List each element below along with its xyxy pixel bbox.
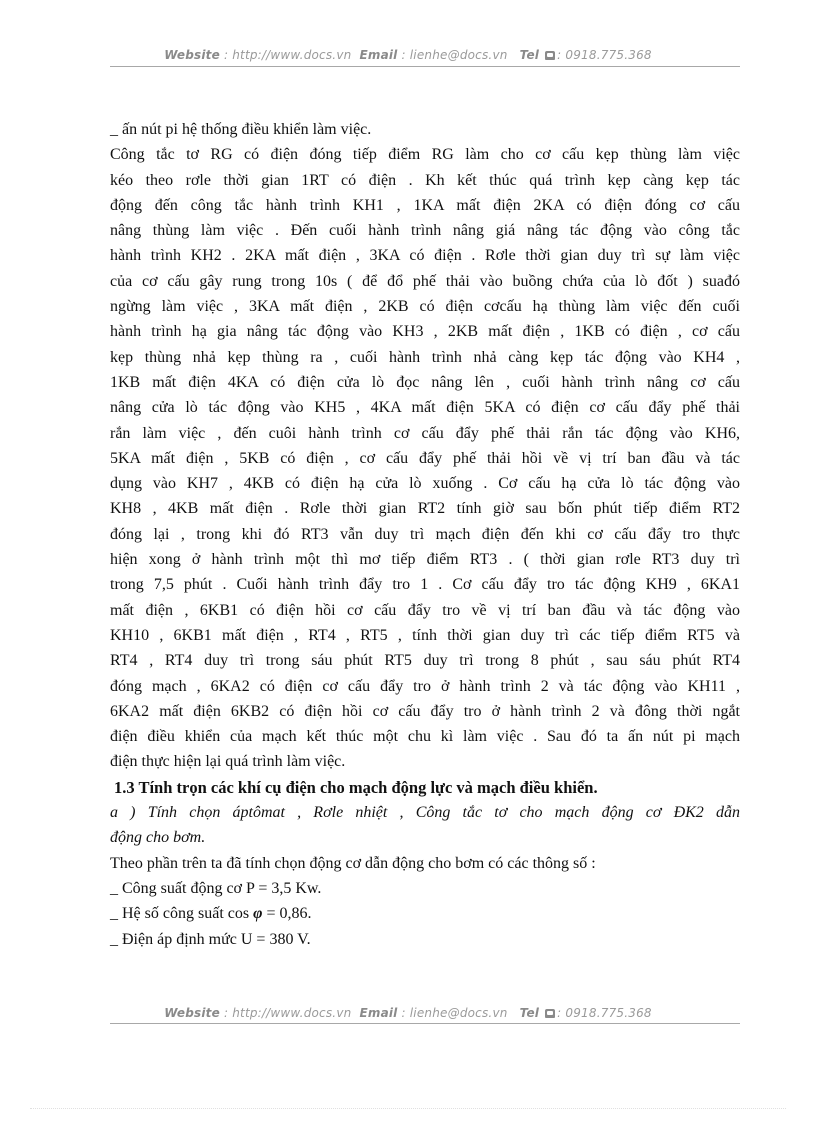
paragraph-line: rắn làm việc , đến cuôi hành trình cơ cấu đẩy phế thải rắn tác động vào KH6, [110, 424, 740, 442]
param-voltage: _ Điện áp định mức U = 380 V. [110, 930, 311, 948]
lead-line: Theo phần trên ta đã tính chọn động cơ dẫn động cho bơm có các thông số : [110, 854, 596, 872]
paragraph-line: ngừng làm việc , 3KA mất điện , 2KB có điện cơcấu hạ thùng làm việc đến cuối [110, 298, 740, 316]
paragraph-line: động đến công tắc hành trình KH1 , 1KA mất điện 2KA có điện đóng cơ cấu [110, 196, 740, 214]
phi-symbol: φ [253, 905, 263, 923]
section-heading: 1.3 Tính trọn các khí cụ điện cho mạch động lực và mạch điều khiển. [114, 777, 598, 797]
footer-website-label: Website [164, 1006, 220, 1020]
paragraph-line: Công tắc tơ RG có điện đóng tiếp điểm RG làm cho cơ cấu kẹp thùng làm việc [110, 146, 740, 164]
paragraph-line: dụng vào KH7 , 4KB có điện hạ cửa lò xuống . Cơ cấu hạ cửa lò tác động vào [110, 475, 740, 493]
param-power: _ Công suất động cơ P = 3,5 Kw. [110, 879, 322, 897]
document-body [110, 117, 740, 952]
paragraph-line: 5KA mất điện , 5KB có điện , cơ cấu đẩy phế thải hồi về vị trí ban đầu và tác [110, 449, 740, 467]
footer-email-label: Email [359, 1006, 398, 1020]
paragraph-line: đóng lại , trong khi đó RT3 vẫn duy trì mạch điện đến khi cơ cấu đẩy tro thực [110, 525, 740, 543]
paragraph-line: kẹp thùng nhả kẹp thùng ra , cuối hành trình nhả càng kẹp tác động vào KH4 , [110, 348, 740, 366]
param-power-factor-label: _ Hệ số công suất cos [110, 905, 250, 923]
paragraph-line: kéo theo rơle thời gian 1RT có điện . Kh kết thúc quá trình kẹp càng kẹp tác [110, 171, 740, 189]
page-footer [0, 1006, 816, 1020]
param-power-factor [110, 901, 740, 926]
paragraph-line: điện điều khiển của mạch kết thúc một chu kì làm việc . Sau đó ta ấn nút pi mạch [110, 728, 740, 746]
phone-icon [545, 51, 555, 60]
paragraph-line: KH8 , 4KB mất điện . Rơle thời gian RT2 tính giờ sau bốn phút tiếp điểm RT2 [110, 500, 740, 518]
paragraph-line: hành trình hạ gia nâng tác động vào KH3 , 2KB mất điện , 1KB có điện , cơ cấu [110, 323, 740, 341]
header-website-value[interactable]: : http://www.docs.vn [223, 48, 352, 62]
main-paragraph [110, 142, 740, 774]
header-tel-label: Tel [519, 48, 540, 62]
paragraph-line: trong 7,5 phút . Cuối hành trình đẩy tro 1 . Cơ cấu đẩy tro tác động KH9 , 6KA1 [110, 576, 740, 594]
paragraph-line: 6KA2 mất điện 6KB2 có điện hồi cơ cấu đẩy tro ở hành trình 2 và đông thời ngắt [110, 702, 740, 720]
phone-icon [545, 1009, 555, 1018]
header-website-label: Website [164, 48, 220, 62]
footer-email-value[interactable]: : lienhe@docs.vn [401, 1006, 508, 1020]
page-header [0, 48, 816, 62]
header-email-value[interactable]: : lienhe@docs.vn [401, 48, 508, 62]
paragraph-line: mất điện , 6KB1 có điện hồi cơ cấu đẩy tro về vị trí ban đầu và tác động vào [110, 601, 740, 619]
header-tel-value: : 0918.775.368 [557, 48, 652, 62]
header-email-label: Email [359, 48, 398, 62]
footer-rule [110, 1023, 740, 1024]
paragraph-line: 1KB mất điện 4KA có điện cửa lò đọc nâng lên , cuối hành trình nâng cơ cấu [110, 373, 740, 391]
intro-line: _ ấn nút pi hệ thống điều khiển làm việc. [110, 121, 372, 138]
subheading-line: động cho bơm. [110, 829, 206, 847]
footer-tel-label: Tel [519, 1006, 540, 1020]
subheading-line: a ) Tính chọn áptômat , Rơle nhiệt , Công tắc tơ cho mạch động cơ ĐK2 dẫn [110, 804, 740, 822]
footer-tel-value: : 0918.775.368 [557, 1006, 652, 1020]
paragraph-line: đóng mạch , 6KA2 có điện cơ cấu đẩy tro ở hành trình 2 và tác động vào KH11 , [110, 677, 740, 695]
header-rule [110, 66, 740, 67]
paragraph-line: RT4 , RT4 duy trì trong sáu phút RT5 duy trì trong 8 phút , sau sáu phút RT4 [110, 652, 740, 670]
paragraph-line: hành trình KH2 . 2KA mất điện , 3KA có điện . Rơle thời gian duy trì sự làm việc [110, 247, 740, 265]
paragraph-line: hiện xong ở hành trình một thì mơ tiếp điểm RT3 . ( thời gian rơle RT3 duy trì [110, 551, 740, 569]
param-power-factor-value: = 0,86. [262, 905, 312, 923]
paragraph-line: KH10 , 6KB1 mất điện , RT4 , RT5 , tính thời gian duy trì các tiếp điểm RT5 và [110, 626, 740, 644]
paragraph-line: điện thực hiện lại quá trình làm việc. [110, 753, 346, 771]
subsection-heading [110, 800, 740, 851]
paragraph-line: nâng thùng làm việc . Đến cuối hành trình nâng giá nâng tác động vào công tắc [110, 222, 740, 240]
paragraph-line: của cơ cấu gây rung trong 10s ( để đổ phế thải vào buồng chứa của lò đốt ) suađó [110, 272, 740, 290]
paragraph-line: nâng cửa lò tác động vào KH5 , 4KA mất điện 5KA có điện cơ cấu đẩy phế thải [110, 399, 740, 417]
page-edge-divider [30, 1108, 786, 1109]
footer-website-value[interactable]: : http://www.docs.vn [223, 1006, 352, 1020]
